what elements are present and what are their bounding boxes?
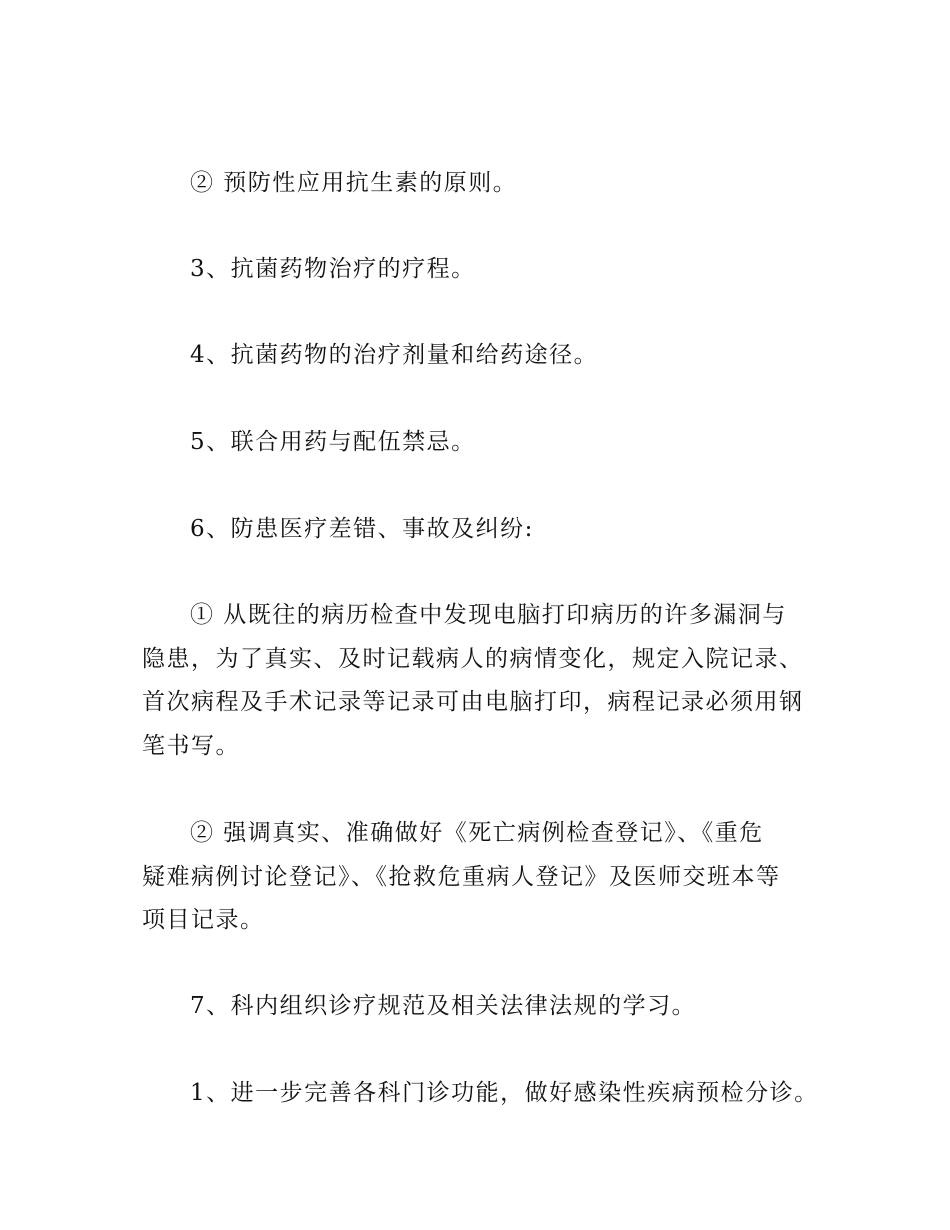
text-line: 1、进一步完善各科门诊功能，做好感染性疾病预检分诊。 (190, 1080, 819, 1106)
text-line: 笔书写。 (142, 732, 240, 759)
paragraph-item-7 (142, 985, 814, 1029)
text-line: 5、联合用药与配伍禁忌。 (190, 429, 476, 455)
paragraph-item-6-1 (142, 594, 814, 768)
text-line: ② 预防性应用抗生素的原则。 (190, 170, 518, 196)
text-line: 6、防患医疗差错、事故及纠纷: (190, 516, 534, 542)
text-line: 疑难病例讨论登记》、《抢救危重病人登记》及医师交班本等 (142, 863, 781, 890)
paragraph-item-1 (142, 1072, 819, 1116)
paragraph-item-5 (142, 421, 814, 465)
paragraph-item-6-2 (142, 812, 814, 943)
text-line: 3、抗菌药物治疗的疗程。 (190, 256, 476, 282)
paragraph-item-6 (142, 508, 814, 552)
paragraph-antibiotic-prophylaxis (142, 162, 814, 206)
text-line: ① 从既往的病历检查中发现电脑打印病历的许多漏洞与 (190, 602, 787, 628)
text-line: 项目记录。 (142, 907, 265, 933)
text-line: 首次病程及手术记录等记录可由电脑打印，病程记录必须用钢 (142, 689, 804, 715)
paragraph-item-4 (142, 334, 814, 378)
text-line: 4、抗菌药物的治疗剂量和给药途径。 (190, 342, 599, 368)
text-line: 隐患，为了真实、及时记载病人的病情变化，规定入院记录、 (142, 645, 804, 672)
text-line: 7、科内组织诊疗规范及相关法律法规的学习。 (190, 993, 697, 1019)
text-line: ② 强调真实、准确做好《死亡病例检查登记》、《重危 (190, 820, 764, 846)
paragraph-item-3 (142, 248, 814, 292)
